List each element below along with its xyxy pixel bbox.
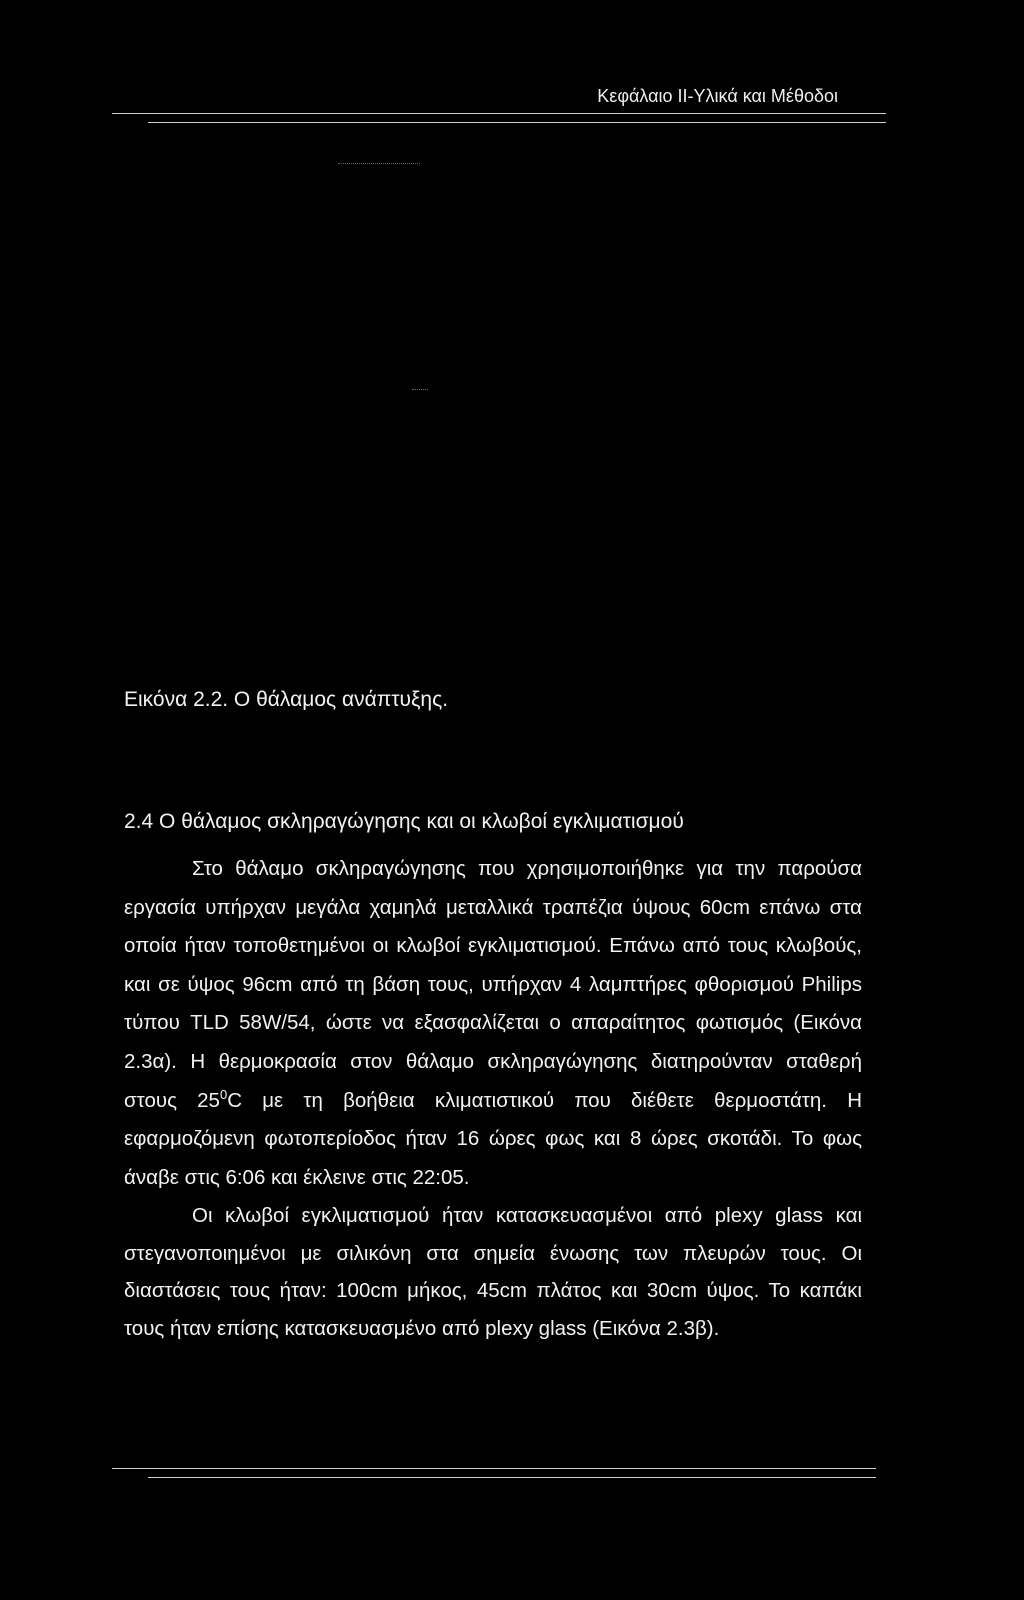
degree-superscript: 0: [219, 1086, 228, 1102]
figure-scan-artifact: [412, 389, 428, 390]
figure-scan-artifact: [338, 163, 420, 164]
figure-image-area: [112, 130, 886, 660]
footer-rule-lower: [148, 1477, 876, 1478]
paragraph-1-text: Στο θάλαμο σκληραγώγησης που χρησιμοποιήθηκε για την παρούσα εργασία υπήρχαν μεγάλα χαμηλά μεταλλικά τραπέζια ύψους 60cm επάνω στα οποία ήταν τοποθετημένοι οι κλωβοί εγκλιματισμού. Επάνω από τους κλωβούς, και σε ύψος 96cm από τη βάση τους, υπήρχαν 4 λαμπτήρες φθορισμού Philips τύπου TLD 58W/54, ώστε να εξασφαλίζεται ο απαραίτητος φωτισμός (Εικόνα 2.3α). Η θερμοκρασία στον θάλαμο σκληραγώγησης διατηρούνταν σταθερή στους 25: [124, 857, 862, 1112]
footer-rule-upper: [112, 1468, 876, 1469]
figure-caption: Εικόνα 2.2. Ο θάλαμος ανάπτυξης.: [124, 688, 449, 711]
paragraph-2: Οι κλωβοί εγκλιματισμού ήταν κατασκευασμένοι από plexy glass και στεγανοποιημένοι με σιλικόνη στα σημεία ένωσης των πλευρών τους. Οι διαστάσεις τους ήταν: 100cm μήκος, 45cm πλάτος και 30cm ύψος. Το καπάκι τους ήταν επίσης κατασκευασμένο από plexy glass (Εικόνα 2.3β).: [124, 1204, 862, 1340]
section-heading: 2.4 Ο θάλαμος σκληραγώγησης και οι κλωβοί εγκλιματισμού: [124, 810, 684, 833]
header-rule-upper: [112, 113, 886, 114]
paragraph-1-text-cont: C με τη βοήθεια κλιματιστικού που διέθετε θερμοστάτη. Η εφαρμοζόμενη φωτοπερίοδος ήταν 16 ώρες φως και 8 ώρες σκοτάδι. Το φως άναβε στις 6:06 και έκλεινε στις 22:05.: [124, 1088, 863, 1189]
header-rule-lower: [148, 122, 886, 123]
paragraph-1: [124, 850, 862, 1197]
body-text: [124, 850, 862, 1347]
running-header: Κεφάλαιο ΙΙ-Υλικά και Μέθοδοι: [597, 86, 838, 106]
